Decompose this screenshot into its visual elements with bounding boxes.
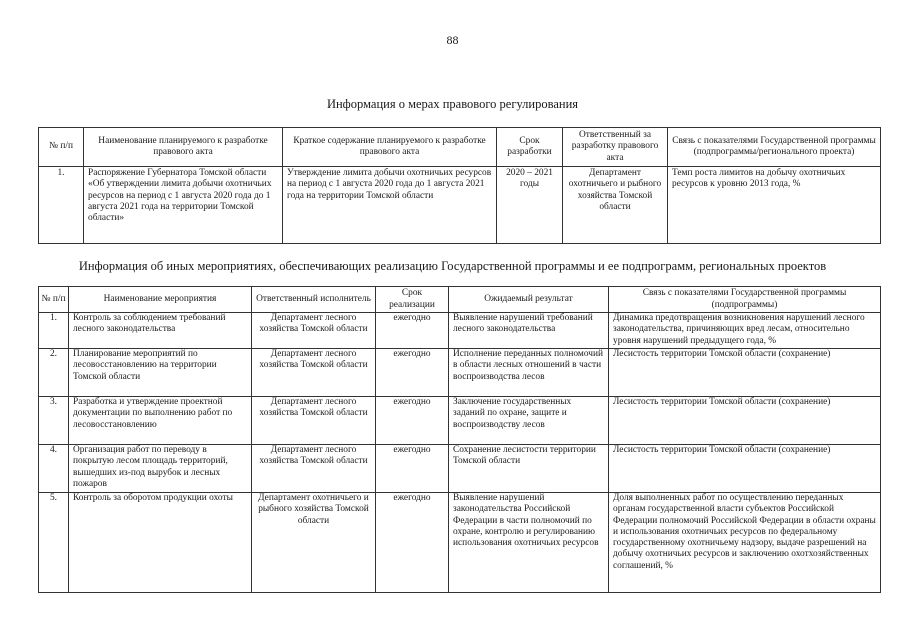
table-header-row (39, 287, 881, 313)
other-measures-table (38, 286, 881, 593)
indicator-link: Доля выполненных работ по осуществлению переданных органам государственной власти субъектов Российской Федерации полномочий Российской Федерации в области охраны и использования охотничьих ресурсов по федеральному государственному охотничьему надзору, выдаче разрешений на добычу охотничьих ресурсов и заключению охотхозяйственных соглашений, % (609, 493, 881, 593)
measure-name: Разработка и утверждение проектной документации по выполнению работ по лесовосстановлению (69, 397, 252, 445)
executor: Департамент лесного хозяйства Томской области (252, 445, 376, 493)
responsible-party: Департамент охотничьего и рыбного хозяйства Томской области (563, 167, 668, 244)
act-summary: Утверждение лимита добычи охотничьих ресурсов на период с 1 августа 2020 года до 1 августа 2021 года на территории Томской области (283, 167, 497, 244)
indicator-link: Лесистость территории Томской области (сохранение) (609, 445, 881, 493)
section-title-other-measures: Информация об иных мероприятиях, обеспечивающих реализацию Государственной программы и ее подпрограмм, региональных проектов (78, 259, 827, 273)
table-row (39, 493, 881, 593)
measure-name: Контроль за соблюдением требований лесного законодательства (69, 313, 252, 349)
executor: Департамент лесного хозяйства Томской области (252, 349, 376, 397)
header-cell: Связь с показателями Государственной программы (подпрограммы) (609, 287, 881, 313)
indicator-link: Темп роста лимитов на добычу охотничьих ресурсов к уровню 2013 года, % (668, 167, 881, 244)
indicator-link: Лесистость территории Томской области (сохранение) (609, 349, 881, 397)
header-cell: Наименование планируемого к разработке правового акта (84, 128, 283, 167)
table-row (39, 349, 881, 397)
act-name: Распоряжение Губернатора Томской области «Об утверждении лимита добычи охотничьих ресурсов на период с 1 августа 2020 года до 1 августа 2021 года на территории Томской области» (84, 167, 283, 244)
header-cell: Ответственный исполнитель (252, 287, 376, 313)
header-cell: Ответственный за разработку правового акта (563, 128, 668, 167)
row-number: 2. (39, 349, 69, 397)
row-number: 5. (39, 493, 69, 593)
table-row (39, 313, 881, 349)
header-cell: Ожидаемый результат (449, 287, 609, 313)
development-term: 2020 – 2021 годы (497, 167, 563, 244)
expected-result: Заключение государственных заданий по охране, защите и воспроизводству лесов (449, 397, 609, 445)
row-number: 3. (39, 397, 69, 445)
header-cell: Срок реализации (376, 287, 449, 313)
table-row (39, 397, 881, 445)
header-cell: № п/п (39, 287, 69, 313)
row-number: 1. (39, 167, 84, 244)
section-title-legal-regulation: Информация о мерах правового регулирования (326, 97, 579, 111)
row-number: 4. (39, 445, 69, 493)
expected-result: Исполнение переданных полномочий в области лесных отношений в части воспроизводства лесов (449, 349, 609, 397)
term: ежегодно (376, 313, 449, 349)
table-row (39, 445, 881, 493)
header-cell: Связь с показателями Государственной программы (подпрограммы/регионального проекта) (668, 128, 881, 167)
header-cell: Наименование мероприятия (69, 287, 252, 313)
executor: Департамент лесного хозяйства Томской области (252, 313, 376, 349)
measure-name: Контроль за оборотом продукции охоты (69, 493, 252, 593)
table-header-row (39, 128, 881, 167)
indicator-link: Динамика предотвращения возникновения нарушений лесного законодательства, причиняющих вред лесам, относительно уровня нарушений предыдущего года, % (609, 313, 881, 349)
expected-result: Сохранение лесистости территории Томской области (449, 445, 609, 493)
measure-name: Организация работ по переводу в покрытую лесом площадь территорий, вышедших из-под вырубок и лесных пожаров (69, 445, 252, 493)
measure-name: Планирование мероприятий по лесовосстановлению на территории Томской области (69, 349, 252, 397)
term: ежегодно (376, 349, 449, 397)
term: ежегодно (376, 493, 449, 593)
legal-regulation-table (38, 127, 881, 244)
page-number: 88 (446, 33, 459, 47)
header-cell: Срок разработки (497, 128, 563, 167)
executor: Департамент охотничьего и рыбного хозяйства Томской области (252, 493, 376, 593)
expected-result: Выявление нарушений требований лесного законодательства (449, 313, 609, 349)
row-number: 1. (39, 313, 69, 349)
term: ежегодно (376, 397, 449, 445)
header-cell: № п/п (39, 128, 84, 167)
header-cell: Краткое содержание планируемого к разработке правового акта (283, 128, 497, 167)
executor: Департамент лесного хозяйства Томской области (252, 397, 376, 445)
term: ежегодно (376, 445, 449, 493)
table-row (39, 167, 881, 244)
indicator-link: Лесистость территории Томской области (сохранение) (609, 397, 881, 445)
expected-result: Выявление нарушений законодательства Российской Федерации в части полномочий по охране, контролю и регулированию использования охотничьих ресурсов (449, 493, 609, 593)
